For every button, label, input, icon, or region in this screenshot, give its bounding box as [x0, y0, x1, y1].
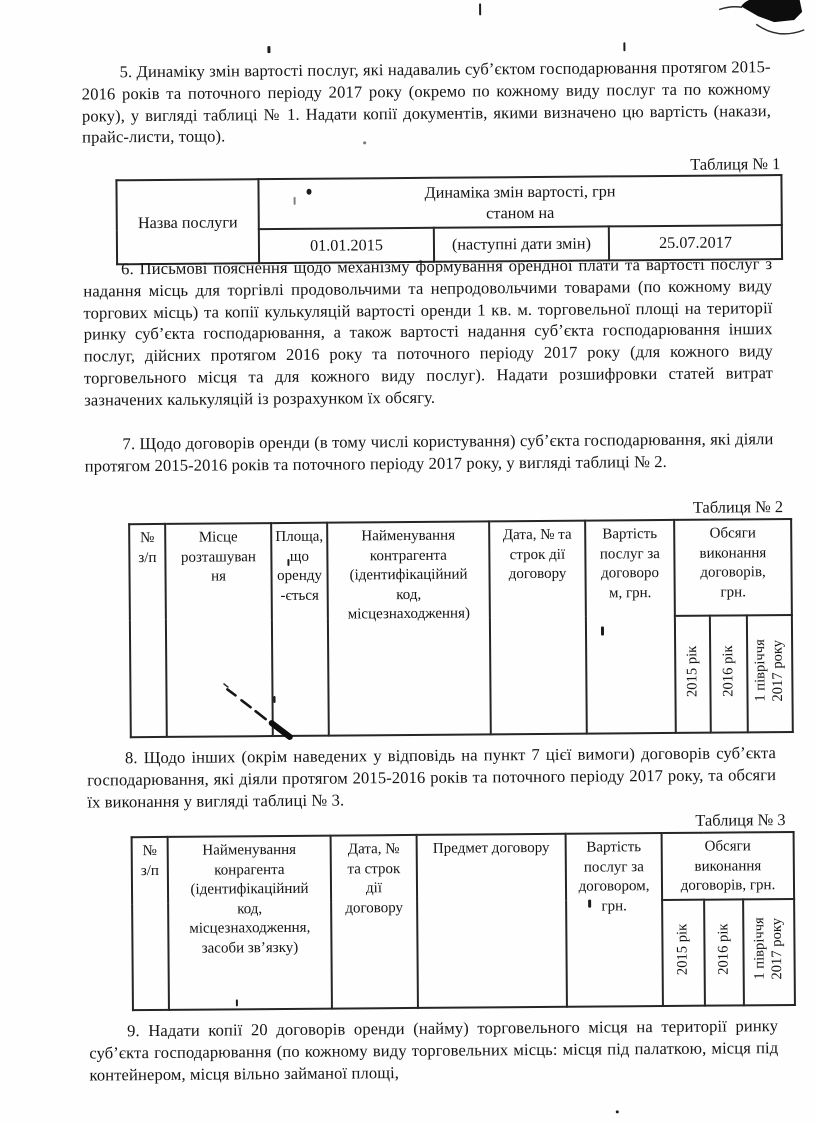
- table2-header-counterparty: Найменування контрагента (ідентифікаційний код, місцезнаходження): [327, 521, 491, 735]
- table3-header-cost: Вартість послуг за договором, грн.: [566, 833, 663, 1006]
- scan-speck: [307, 189, 312, 195]
- table2-header-date: Дата, № та строк дії договору: [489, 521, 587, 735]
- scan-speck: [479, 3, 481, 15]
- table3-header-subject: Предмет договору: [417, 834, 567, 1008]
- table-1: [115, 174, 783, 265]
- table2-year-2017h1: 1 півріччя 2017 року: [747, 615, 793, 732]
- scan-speck: [273, 696, 275, 703]
- scan-speck: [236, 999, 238, 1006]
- table1-header-dynamics: Динаміка змін вартості, грн станом на: [258, 175, 781, 229]
- scan-speck: [287, 559, 289, 566]
- paragraph-7: 7. Щодо договорів оренди (в тому числі користування) суб’єкта господарювання, які діяли протягом 2015-2016 років та поточного періоду 2017 року, у вигляді таблиці № 2.: [84, 429, 774, 476]
- paragraph-8: 8. Щодо інших (окрім наведених у відповідь на пункт 7 цієї вимоги) договорів суб’єкта господарювання, які діяли протягом 2015-2016 років та поточного періоду 2017 року, та обсяги їх виконання у вигляді таблиці № 3.: [87, 743, 777, 812]
- table3-header-counterparty: Найменування конрагента (ідентифікаційний код, місцезнаходження, засоби зв’язку): [168, 836, 332, 1010]
- table3-header-date: Дата, № та строк дії договору: [331, 835, 418, 1008]
- table2-header-place: Місце розташуван ня: [165, 523, 273, 737]
- table1-header-service: Назва послуги: [116, 179, 259, 264]
- paragraph-9: 9. Надати копії 20 договорів оренди (найму) торговельного місця на території ринку суб’єкта господарювання (по кожному виду торговельних місць: місця під палаткою, місця під контейнером, місця вільно займаної площі,: [89, 1016, 779, 1085]
- table3-caption: Таблиця № 3: [695, 810, 786, 830]
- scan-speck: [623, 42, 625, 51]
- table2-caption: Таблиця № 2: [692, 497, 784, 517]
- table2-year-2016: 2016 рік: [710, 615, 748, 732]
- scan-speck: [363, 141, 366, 144]
- scan-speck: [588, 900, 591, 908]
- scan-speck: [616, 1110, 619, 1113]
- table3-header-num: № з/п: [132, 837, 169, 1010]
- paragraph-5: 5. Динаміку змін вартості послуг, які надавалиь суб’єктом господарювання протягом 2015-2016 років та поточного періоду 2017 року (окремо по кожному виду послуг та по кожному року), у вигляді таблиці № 1. Надати копії документів, якими визначено цю вартість (накази, прайс-листи, тощо).: [81, 57, 771, 147]
- table2-year-2015: 2015 рік: [675, 616, 711, 733]
- table1-date-1: 01.01.2015: [259, 228, 434, 263]
- scan-speck: [601, 626, 604, 635]
- table3-year-2015: 2015 рік: [662, 899, 705, 1005]
- pen-stroke-artifact: [223, 679, 304, 744]
- table1-caption: Таблиця № 1: [690, 154, 781, 174]
- table2-header-cost: Вартість послуг за договоро м, грн.: [585, 520, 676, 734]
- paragraph-6: 6. Письмові пояснення щодо механізму формування орендної плати та вартості послуг з надання місць для торгівлі продовольчими та непродовольчими товарами (по кожному виду торгових місць) та копії кулькуляцій вартості оренди 1 кв. м. торговельної площі на території ринку суб’єкта господарювання, а також вартості надання суб’єкта господарювання інших послуг, дійсних протягом 2016 року та поточного періоду 2017 року (для кожного виду торговельного місця та для кожного виду послуг). Надати розшифровки статей витрат зазначених калькуляцій із розрахунком їх обсягу.: [83, 254, 774, 410]
- table1-date-2: 25.07.2017: [609, 225, 782, 260]
- scan-blob-artifact: [686, 0, 812, 60]
- table3-year-2016: 2016 рік: [704, 899, 744, 1005]
- table2-header-num: № з/п: [129, 524, 167, 737]
- table2-header-volumes: Обсяги виконання договорів, грн.: [674, 519, 792, 616]
- table2-header-area: Площа, що оренду -ється: [271, 523, 329, 736]
- table-3: [131, 831, 796, 1011]
- scan-speck: [267, 46, 270, 53]
- table3-header-volumes: Обсяги виконання договорів, грн.: [662, 832, 795, 900]
- scan-speck: [294, 197, 296, 205]
- table1-date-next: (наступні дати змін): [434, 227, 609, 262]
- table3-year-2017h1: 1 півріччя 2017 року: [743, 898, 795, 1004]
